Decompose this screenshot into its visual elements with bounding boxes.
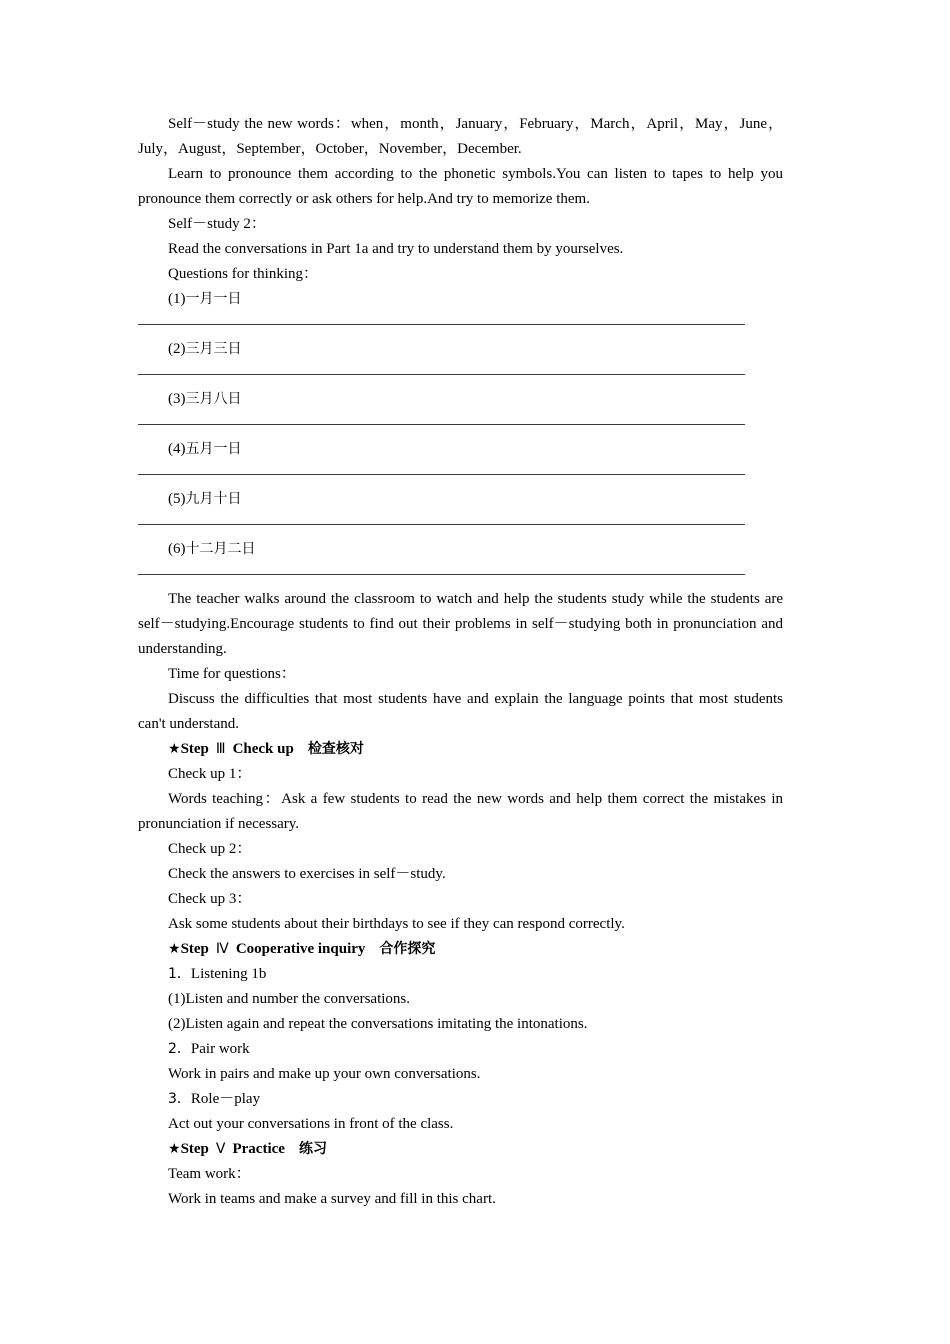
star-icon: ★: [168, 741, 181, 757]
thinking-question-4: [138, 437, 783, 462]
step-numeral: Ⅴ: [215, 1141, 226, 1157]
body-check-up-1: Words teaching：Ask a few students to read the new words and help them correct the mistakes in pronunciation if necessary.: [138, 791, 783, 832]
body-check-up-2: Check the answers to exercises in self－study.: [168, 866, 446, 882]
list-item-number: 2．: [168, 1041, 191, 1057]
heading-step-3: [138, 737, 783, 762]
step-numeral: Ⅲ: [215, 741, 226, 757]
step-title-chinese: 合作探究: [379, 941, 436, 957]
paragraph-teacher-note: The teacher walks around the classroom to watch and help the students study while the students are self－studying.Encourage students to find out their problems in self－studying both in pronunciation and understanding.: [138, 591, 783, 657]
answer-rule-2[interactable]: [138, 362, 783, 387]
step-word: Step: [180, 941, 209, 957]
thinking-question-text: 九月十日: [185, 491, 242, 507]
list-item-listening-sub-2: (2)Listen again and repeat the conversations imitating the intonations.: [168, 1016, 588, 1032]
answer-rule-3[interactable]: [138, 412, 783, 437]
answer-rule-4[interactable]: [138, 462, 783, 487]
label-time-for-questions: Time for questions：: [168, 666, 296, 682]
thinking-question-text: 三月三日: [185, 341, 242, 357]
thinking-question-5: [138, 487, 783, 512]
label-check-up-3: Check up 3：: [168, 891, 252, 907]
label-check-up-1: Check up 1：: [168, 766, 252, 782]
thinking-question-number: (6): [168, 541, 186, 557]
thinking-question-number: (4): [168, 441, 186, 457]
thinking-question-1: [138, 287, 783, 312]
answer-rule-6[interactable]: [138, 562, 783, 587]
label-questions-for-thinking: Questions for thinking：: [168, 266, 318, 282]
thinking-question-6: [138, 537, 783, 562]
list-item-number: 1．: [168, 966, 191, 982]
paragraph-self-study-words: Self－study the new words：when，month，January，February，March，April，May，June，July，August，September，October，November，December.: [138, 116, 783, 157]
label-self-study-2: Self－study 2：: [168, 216, 266, 232]
paragraph-discuss-difficulties: Discuss the difficulties that most students have and explain the language points that most students can't understand.: [138, 691, 783, 732]
body-team-work: Work in teams and make a survey and fill in this chart.: [168, 1191, 496, 1207]
thinking-question-number: (2): [168, 341, 186, 357]
instruction-read-conversations: Read the conversations in Part 1a and try to understand them by yourselves.: [168, 241, 624, 257]
step-title: Cooperative inquiry: [235, 941, 366, 957]
answer-rule-5[interactable]: [138, 512, 783, 537]
list-item-label: Listening 1b: [190, 966, 267, 982]
step-word: Step: [180, 1141, 209, 1157]
step-title: Practice: [232, 1141, 285, 1157]
label-check-up-2: Check up 2：: [168, 841, 252, 857]
list-item-label: Pair work: [190, 1041, 250, 1057]
step-word: Step: [180, 741, 209, 757]
thinking-question-3: [138, 387, 783, 412]
step-title-chinese: 练习: [298, 1141, 327, 1157]
thinking-question-2: [138, 337, 783, 362]
document-page: [138, 112, 783, 1212]
answer-rule-1[interactable]: [138, 312, 783, 337]
list-item-pair-work: [138, 1037, 783, 1062]
label-team-work: Team work：: [168, 1166, 251, 1182]
body-check-up-3: Ask some students about their birthdays to see if they can respond correctly.: [168, 916, 625, 932]
thinking-question-text: 十二月二日: [185, 541, 256, 557]
star-icon: ★: [168, 941, 181, 957]
paragraph-learn-pronounce: Learn to pronounce them according to the phonetic symbols.You can listen to tapes to help you pronounce them correctly or ask others for help.And try to memorize them.: [138, 166, 783, 207]
list-item-pair-work-sub: Work in pairs and make up your own conversations.: [168, 1066, 481, 1082]
thinking-question-text: 三月八日: [185, 391, 242, 407]
step-title: Check up: [232, 741, 294, 757]
thinking-question-number: (5): [168, 491, 186, 507]
thinking-question-number: (1): [168, 291, 186, 307]
list-item-label: Role－play: [190, 1091, 261, 1107]
list-item-role-play: [138, 1087, 783, 1112]
step-numeral: Ⅳ: [215, 941, 229, 957]
list-item-listening: [138, 962, 783, 987]
thinking-question-text: 五月一日: [185, 441, 242, 457]
step-title-chinese: 检查核对: [307, 741, 364, 757]
star-icon: ★: [168, 1141, 181, 1157]
list-item-listening-sub-1: (1)Listen and number the conversations.: [168, 991, 411, 1007]
list-item-number: 3．: [168, 1091, 191, 1107]
list-item-role-play-sub: Act out your conversations in front of the class.: [168, 1116, 454, 1132]
thinking-question-number: (3): [168, 391, 186, 407]
heading-step-4: [138, 937, 783, 962]
thinking-question-text: 一月一日: [185, 291, 242, 307]
heading-step-5: [138, 1137, 783, 1162]
